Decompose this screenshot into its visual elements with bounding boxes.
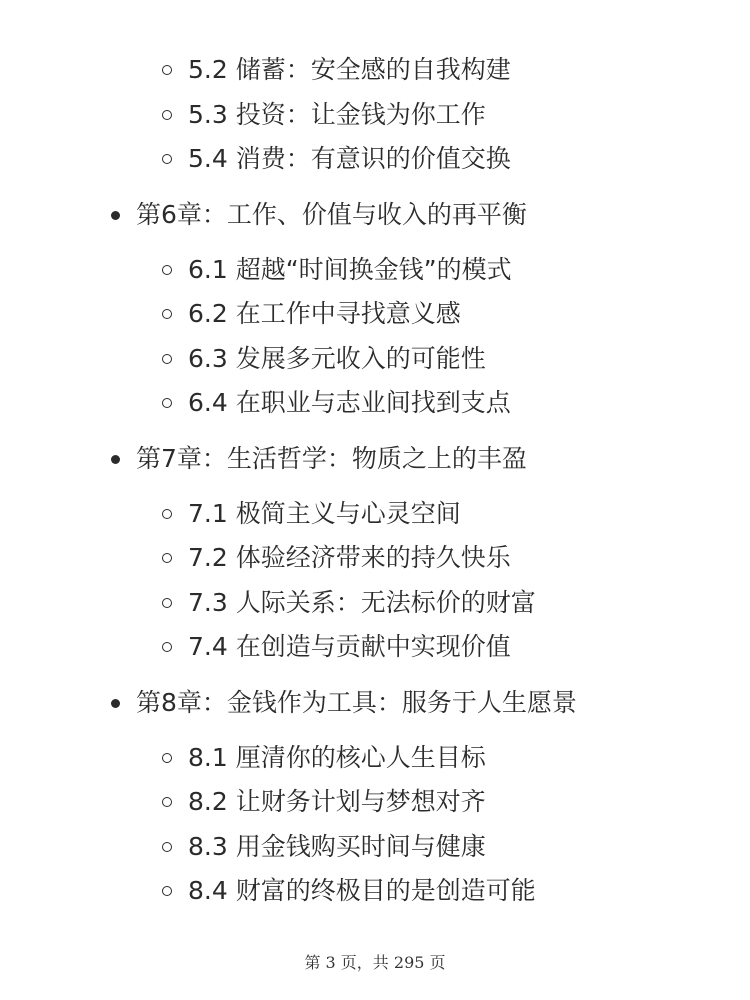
section-label: 6.2 在工作中寻找意义感 (188, 299, 461, 328)
section-label: 6.1 超越“时间换金钱”的模式 (188, 254, 512, 284)
toc-chapter-6-title (0, 192, 750, 238)
filled-bullet-icon (111, 455, 120, 464)
toc-section-7-4 (0, 625, 750, 670)
hollow-bullet-icon (162, 886, 172, 896)
hollow-bullet-icon (162, 309, 172, 319)
section-label: 8.4 财富的终极目的是创造可能 (188, 876, 536, 905)
toc-section-5-2 (0, 48, 750, 93)
hollow-bullet-icon (162, 753, 172, 763)
chapter-5-continued (0, 48, 750, 182)
hollow-bullet-icon (162, 553, 172, 563)
toc-section-5-4 (0, 137, 750, 182)
toc-chapter-8-title (0, 680, 750, 726)
hollow-bullet-icon (162, 354, 172, 364)
toc-section-7-2 (0, 536, 750, 581)
section-label: 5.3 投资：让金钱为你工作 (188, 99, 486, 129)
toc-section-8-3 (0, 825, 750, 870)
section-label: 6.4 在职业与志业间找到支点 (188, 388, 511, 417)
hollow-bullet-icon (162, 398, 172, 408)
hollow-bullet-icon (162, 797, 172, 807)
section-label: 8.1 厘清你的核心人生目标 (188, 742, 486, 772)
section-label: 5.2 储蓄：安全感的自我构建 (188, 55, 511, 84)
section-label: 8.2 让财务计划与梦想对齐 (188, 787, 486, 816)
toc-section-8-2 (0, 780, 750, 825)
hollow-bullet-icon (162, 110, 172, 120)
hollow-bullet-icon (162, 598, 172, 608)
section-label: 7.2 体验经济带来的持久快乐 (188, 543, 511, 572)
toc-section-8-4 (0, 869, 750, 914)
hollow-bullet-icon (162, 509, 172, 519)
toc-section-5-3 (0, 93, 750, 138)
section-label: 7.3 人际关系：无法标价的财富 (188, 587, 536, 617)
hollow-bullet-icon (162, 642, 172, 652)
toc-section-8-1 (0, 736, 750, 781)
section-label: 7.1 极简主义与心灵空间 (188, 498, 461, 528)
toc-section-6-4 (0, 381, 750, 426)
filled-bullet-icon (111, 699, 120, 708)
section-label: 7.4 在创造与贡献中实现价值 (188, 632, 511, 661)
section-label: 5.4 消费：有意识的价值交换 (188, 144, 511, 173)
hollow-bullet-icon (162, 265, 172, 275)
hollow-bullet-icon (162, 154, 172, 164)
chapter-6 (0, 192, 750, 426)
table-of-contents (0, 48, 750, 914)
toc-section-7-1 (0, 492, 750, 537)
toc-section-6-1 (0, 248, 750, 293)
toc-section-6-2 (0, 292, 750, 337)
hollow-bullet-icon (162, 842, 172, 852)
toc-chapter-7-title (0, 436, 750, 482)
page-number-footer: 第 3 页，共 295 页 (304, 953, 446, 972)
chapter-label: 第6章：工作、价值与收入的再平衡 (136, 199, 527, 229)
section-label: 6.3 发展多元收入的可能性 (188, 343, 486, 373)
chapter-8 (0, 680, 750, 914)
chapter-label: 第7章：生活哲学：物质之上的丰盈 (136, 443, 527, 473)
toc-section-7-3 (0, 581, 750, 626)
chapter-label: 第8章：金钱作为工具：服务于人生愿景 (136, 687, 577, 717)
toc-section-6-3 (0, 337, 750, 382)
chapter-7 (0, 436, 750, 670)
hollow-bullet-icon (162, 65, 172, 75)
filled-bullet-icon (111, 211, 120, 220)
section-label: 8.3 用金钱购买时间与健康 (188, 831, 486, 861)
